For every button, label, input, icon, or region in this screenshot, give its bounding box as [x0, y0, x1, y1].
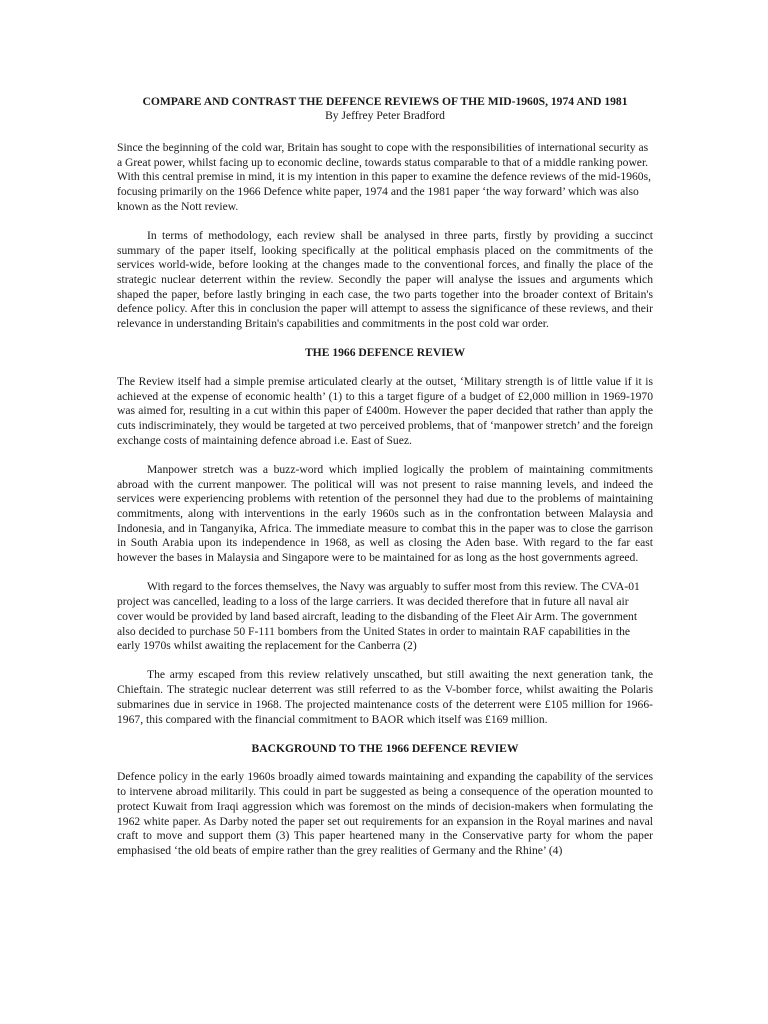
section-heading: BACKGROUND TO THE 1966 DEFENCE REVIEW — [251, 741, 519, 755]
intro-paragraph: In terms of methodology, each review shall be analysed in three parts, firstly by providing a succinct summary of the paper itself, looking specifically at the political emphasis placed on the commitments of the services world-wide, before looking at the changes made to the conventional forces, and finally the place of the strategic nuclear deterrent within the review. Secondly the paper will analyse the issues and arguments which shaped the paper, before lastly bringing in each case, the two parts together into the broader context of Britain's defence policy. After this in conclusion the paper will attempt to assess the significance of these reviews, and their relevance in understanding Britain's capabilities and commitments in the post cold war order. — [117, 228, 653, 331]
intro-paragraph: Since the beginning of the cold war, Britain has sought to cope with the responsibilities of international security as a Great power, whilst facing up to economic decline, towards status comparable to that of a middle ranking power. With this central premise in mind, it is my intention in this paper to examine the defence reviews of the mid-1960s, focusing primarily on the 1966 Defence white paper, 1974 and the 1981 paper ‘the way forward’ which was also known as the Nott review. — [117, 140, 652, 213]
author-byline: By Jeffrey Peter Bradford — [325, 109, 445, 123]
section-paragraph: The Review itself had a simple premise articulated clearly at the outset, ‘Military strength is of little value if it is achieved at the expense of economic health’ (1) to this a target figure of a budget of £2,000 million in 1969-1970 was aimed for, resulting in a cut within this paper of £400m. However the paper decided that rather than apply the cuts indiscriminately, they would be targeted at two perceived problems, that of ‘manpower stretch’ and the foreign exchange costs of maintaining defence abroad i.e. East of Suez. — [117, 374, 653, 447]
section-heading: THE 1966 DEFENCE REVIEW — [304, 346, 466, 360]
document-title: COMPARE AND CONTRAST THE DEFENCE REVIEWS OF THE MID-1960S, 1974 AND 1981 — [142, 95, 628, 108]
document-body — [117, 95, 653, 873]
section-paragraph: Defence policy in the early 1960s broadly aimed towards maintaining and expanding the capability of the services to intervene abroad militarily. This could in part be suggested as being a consequence of the operation mounted to protect Kuwait from Iraqi aggression which was foremost on the minds of decision-makers when formulating the 1962 white paper. As Darby noted the paper set out requirements for an expansion in the Royal marines and naval craft to move and support them (3) This paper heartened many in the Conservative party for whom the paper emphasised ‘the old beats of empire rather than the grey realities of Germany and the Rhine’ (4) — [117, 770, 653, 857]
section-paragraph: Manpower stretch was a buzz-word which implied logically the problem of maintaining commitments abroad with the current manpower. The political will was not present to raise manning levels, and indeed the services were experiencing problems with retention of the personnel they had due to the problems of maintaining commitments, along with interventions in the early 1960s such as in the confrontation between Malaysia and Indonesia, and in Tanganyika, Africa. The immediate measure to combat this in the paper was to close the garrison in South Arabia upon its independence in 1968, as well as closing the Aden base. With regard to the far east however the bases in Malaysia and Singapore were to be maintained for as long as the host governments agreed. — [117, 462, 653, 565]
section-paragraph: With regard to the forces themselves, the Navy was arguably to suffer most from this review. The CVA-01 project was cancelled, leading to a loss of the large carriers. It was decided therefore that in future all naval air cover would be provided by land based aircraft, leading to the disbanding of the Fleet Air Arm. The government also decided to purchase 50 F-111 bombers from the United States in order to maintain RAF capabilities in the early 1970s whilst awaiting the replacement for the Canberra (2) — [117, 580, 640, 653]
section-paragraph: The army escaped from this review relatively unscathed, but still awaiting the next generation tank, the Chieftain. The strategic nuclear deterrent was still referred to as the V-bomber force, whilst awaiting the Polaris submarines due in service in 1968. The projected maintenance costs of the deterrent were £105 million for 1966-1967, this compared with the financial commitment to BAOR which itself was £169 million. — [117, 668, 653, 726]
